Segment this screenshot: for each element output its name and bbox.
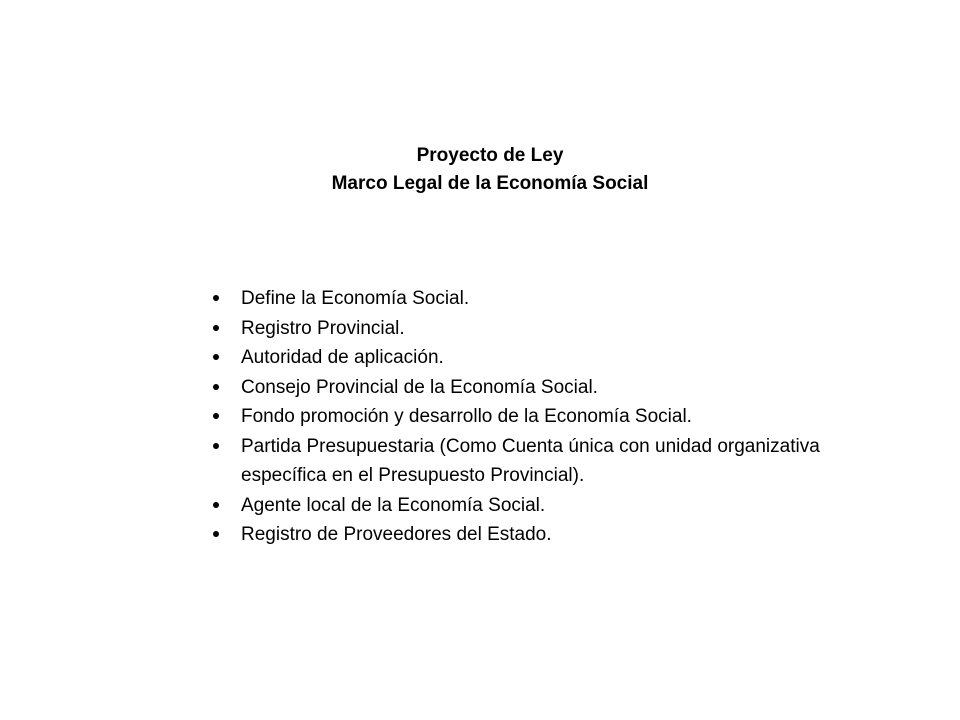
bullet-list <box>213 284 833 550</box>
bullet-text: Define la Economía Social. <box>241 288 470 309</box>
bullet-dot-icon <box>213 325 219 331</box>
bullet-text: Agente local de la Economía Social. <box>241 494 546 516</box>
bullet-text: Fondo promoción y desarrollo de la Economía Social. <box>241 406 692 427</box>
bullet-item <box>213 402 833 432</box>
title-line-1: Proyecto de Ley <box>416 145 564 166</box>
bullet-dot-icon <box>213 384 219 390</box>
bullet-dot-icon <box>213 531 219 537</box>
bullet-dot-icon <box>213 354 219 360</box>
bullet-dot-icon <box>213 502 219 508</box>
bullet-item <box>213 284 833 314</box>
bullet-item <box>213 373 833 403</box>
bullet-item <box>213 520 833 550</box>
bullet-item <box>213 314 833 344</box>
bullet-item <box>213 491 833 521</box>
bullet-item <box>213 432 833 491</box>
bullet-text: Registro Provincial. <box>241 317 405 339</box>
bullet-item <box>213 343 833 373</box>
bullet-text: Autoridad de aplicación. <box>241 347 444 368</box>
bullet-text: Registro de Proveedores del Estado. <box>241 524 552 545</box>
bullet-text: Partida Presupuestaria (Como Cuenta única con unidad organizativa específica en el Presupuesto Provincial). <box>241 435 820 486</box>
slide-title <box>280 142 700 198</box>
bullet-text: Consejo Provincial de la Economía Social. <box>241 376 598 398</box>
bullet-dot-icon <box>213 413 219 419</box>
title-line-2: Marco Legal de la Economía Social <box>331 173 649 194</box>
bullet-dot-icon <box>213 443 219 449</box>
bullet-dot-icon <box>213 295 219 301</box>
